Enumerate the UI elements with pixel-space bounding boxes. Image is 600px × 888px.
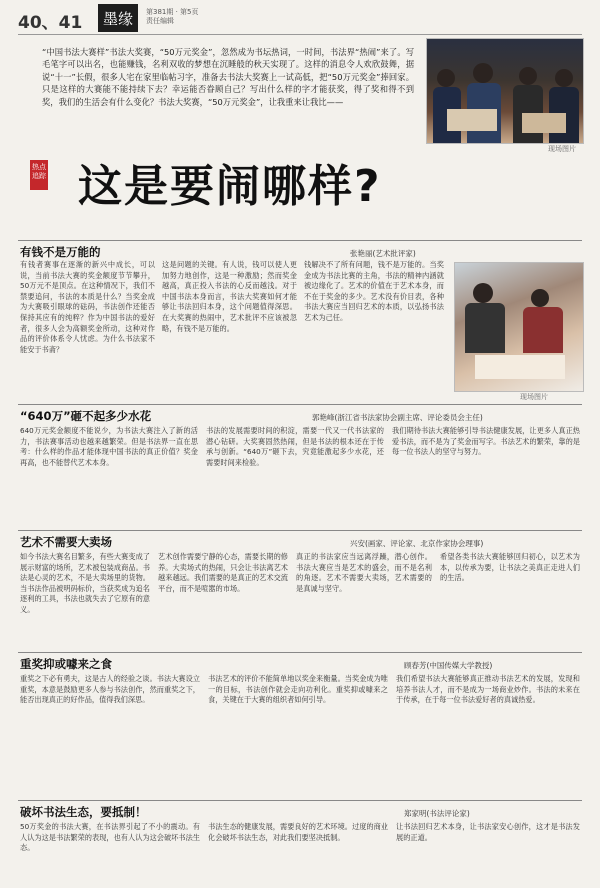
article-column: 如今书法大赛名目繁多，有些大赛变成了展示财富的场所，艺术被包装成商品。书法是心灵的艺术，不是大卖场里的货物。当书法作品被明码标价，当获奖成为追名逐利的工具，书法也就失去了它原有的意义。: [20, 552, 150, 614]
page-header: [0, 0, 600, 40]
money-stack: [522, 113, 566, 133]
section-title: “640万”砸不起多少水花: [20, 409, 152, 423]
article-column: 重奖之下必有勇夫，这是古人的经验之谈。书法大赛设立重奖，本意是鼓励更多人参与书法创作，然而重奖之下，能否出现真正的好作品，值得我们深思。: [20, 674, 200, 705]
section-author: 兴安(画家、评论家、北京作家协会理事): [350, 539, 484, 548]
article-column: 我们期待书法大赛能够引导书法健康发展，让更多人真正热爱书法，而不是为了奖金而写字。书法艺术的繁荣，靠的是每一位书法人的坚守与努力。: [392, 426, 580, 457]
money-stack: [447, 109, 497, 131]
person-figure: [555, 69, 573, 87]
header-divider: [18, 34, 582, 35]
person-figure: [519, 67, 537, 85]
article-column: 让书法回归艺术本身，让书法家安心创作，这才是书法发展的正道。: [396, 822, 580, 842]
person-figure: [437, 69, 455, 87]
article-column: 艺术创作需要宁静的心态，需要长期的修养。大卖场式的热闹，只会让书法离艺术越来越远。我们需要的是真正的艺术交流平台，而不是喧嚣的市场。: [158, 552, 288, 593]
intro-paragraph: “中国书法大赛样”书法大奖赛，“50万元奖金”，忽然成为书坛热词，一时间，书法界“热闹”来了。写毛笔字可以出名，也能赚钱，名利双收的梦想在沉睡般的秋天实现了。这样的消息令人欢欣鼓舞，据说“十一”长假，很多人宅在家里临帖习字，准备去书法大奖赛上一试高低，把“50万元奖金”捧回家。只是这样的大赛能不能持续下去？幸运能否眷顾自己？写出什么样的字才能获奖，得了奖和得不到奖，我们的生活会有什么变化？书法大奖赛，“50万元奖金”，让我重来让我比——: [42, 47, 414, 107]
article-column: 640万元奖金额度不能说少，为书法大赛注入了新的活力，书法赛事活动也越来越繁荣。但是书法界一直在思考：什么样的作品才能体现中国书法的真正价值？奖金再高，也不能替代艺术本身。: [20, 426, 198, 467]
section-author: 张艳丽(艺术批评家): [350, 249, 416, 258]
article-column: 希望各类书法大赛能够回归初心，以艺术为本，以传承为要，让书法之美真正走进人们的生活。: [440, 552, 580, 583]
section-divider: [18, 530, 582, 531]
article-column: 钱解决不了所有问题，钱不是万能的。当奖金成为书法比赛的主角，书法的精神内涵就被边缘化了。艺术的价值在于艺术本身，而不在于奖金的多少。艺术没有价目表，各种书法大赛应当回归艺术的本质，以弘扬书法艺术为己任。: [304, 260, 444, 322]
section-author: 郭艳峰(浙江省书法家协会副主席、评论委员会主任): [312, 413, 483, 422]
article-column: 50万奖金的书法大赛，在书法界引起了不小的震动。有人认为这是书法繁荣的表现，也有人认为这会破坏书法生态。: [20, 822, 200, 853]
issue-info: [146, 8, 199, 26]
section-title: 破坏书法生态，要抵制！: [20, 805, 147, 819]
person-figure: [473, 283, 493, 303]
person-figure: [531, 289, 549, 307]
article-column: 书法的发展需要时间的积淀，需要一代又一代书法家的潜心钻研。大奖赛固然热闹，但是书法的根本还在于传承与创新。“640万”砸下去，究竟能激起多少水花，还需要时间来检验。: [206, 426, 384, 467]
hot-topic-tag: 热点追踪: [30, 160, 48, 190]
issue-line-1: 第381期 · 第5页: [146, 8, 199, 16]
article-column: 我们希望书法大赛能够真正推动书法艺术的发展，发现和培养书法人才，而不是成为一场商业炒作。书法的未来在于传承，在于每一位书法爱好者的真诚热爱。: [396, 674, 580, 705]
article-column: 书法生态的健康发展，需要良好的艺术环境。过度的商业化会破坏书法生态，对此我们要坚决抵制。: [208, 822, 388, 842]
section-divider: [18, 240, 582, 241]
photo-caption-top: 现场图片: [548, 145, 576, 153]
event-photo-top: [426, 38, 584, 144]
section-divider: [18, 800, 582, 801]
section-title: 有钱不是万能的: [20, 245, 101, 259]
column-logo: 墨缘: [98, 4, 138, 32]
page-numbers: 40、41: [18, 13, 83, 33]
calligraphy-paper: [475, 355, 565, 379]
person-figure: [473, 63, 493, 83]
photo-caption-side: 现场图片: [520, 393, 548, 401]
article-column: 真正的书法家应当远离浮躁，潜心创作。书法大赛应当是艺术的盛会，而不是名利的角逐。艺术不需要大卖场，艺术需要的是真诚与坚守。: [296, 552, 432, 593]
article-column: 有钱者赛事在逐渐的新兴中成长，可以说，当前书法大赛的奖金额度节节攀升，50万元不是顶点。在这种情况下，我们不禁要追问，书法的本质是什么？当奖金成为大赛吸引眼球的砝码，书法创作还能否保持其应有的纯粹？作为中国书法的爱好者，很多人会为高额奖金所动，这种对作品的评价体系令人忧虑。为什么书法家不能安于书斋？: [20, 260, 155, 354]
event-photo-side: [454, 262, 584, 392]
section-title: 重奖抑或噱来之食: [20, 657, 112, 671]
article-column: 这是问题的关键。有人说，钱可以使人更加努力地创作，这是一种激励；然而奖金越高，真正投入书法的心反而越浅。对于中国书法本身而言，书法大奖赛如何才能够让书法回归本身，这个问题值得深思。在大奖赛的热闹中，艺术批评不应该被忽略，有钱不是万能的。: [162, 260, 297, 333]
section-author: 郑家明(书法评论家): [404, 809, 470, 818]
main-headline: 这是要闹哪样?: [78, 161, 382, 212]
section-title: 艺术不需要大卖场: [20, 535, 112, 549]
issue-line-2: 责任编辑: [146, 17, 174, 25]
person-figure: [465, 303, 505, 353]
person-figure: [523, 307, 563, 353]
section-author: 顾春芳(中国传媒大学教授): [404, 661, 493, 670]
section-divider: [18, 404, 582, 405]
article-column: 书法艺术的评价不能简单地以奖金来衡量。当奖金成为唯一的目标，书法创作就会走向功利化。重奖抑或噱来之食，关键在于大赛的组织者如何引导。: [208, 674, 388, 705]
section-divider: [18, 652, 582, 653]
